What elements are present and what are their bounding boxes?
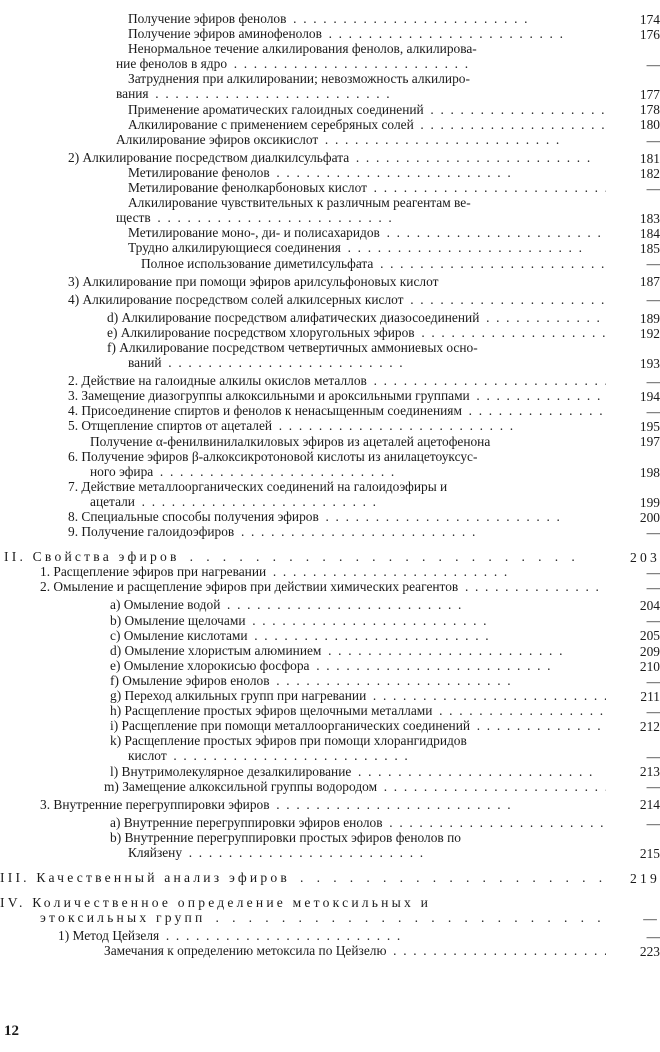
toc-entry-text: III. Качественный анализ эфиров . . . bbox=[0, 871, 606, 885]
toc-row bbox=[0, 929, 660, 944]
toc-entry-text: e) Омыление хлорокисью фосфора . . . bbox=[110, 659, 606, 673]
toc-entry-text: h) Расщепление простых эфиров щелочными металлами . . . bbox=[110, 704, 606, 718]
toc-row bbox=[0, 846, 660, 861]
toc-row bbox=[0, 704, 660, 719]
toc-page-number: — bbox=[646, 404, 660, 420]
toc-entry-text: 2. Действие на галоидные алкилы окислов металлов . . . bbox=[68, 374, 606, 388]
toc-page-number: 211 bbox=[640, 688, 660, 704]
toc-page-number: 185 bbox=[639, 241, 660, 257]
toc-page-number: — bbox=[646, 929, 660, 945]
toc-entry-text: 7. Действие металлоорганических соединений на галоидоэфиры и bbox=[68, 479, 448, 494]
toc-row bbox=[0, 374, 660, 389]
toc-entry-text: g) Переход алкильных групп при нагревании . . . bbox=[110, 689, 606, 703]
toc-row bbox=[0, 133, 660, 148]
toc-entry-text: кислот . . . bbox=[128, 749, 606, 763]
toc-entry-text: Получение эфиров фенолов . . . bbox=[128, 12, 606, 26]
toc-entry-text: 2) Алкилирование посредством диалкилсульфата . . . bbox=[68, 151, 606, 165]
toc-page-number: 223 bbox=[639, 944, 660, 960]
toc-entry-text: 6. Получение эфиров β-алкоксикротоновой кислоты из анилацетоуксус- bbox=[68, 449, 478, 464]
toc-entry-text: Трудно алкилирующиеся соединения . . . bbox=[128, 241, 606, 255]
spacer bbox=[0, 861, 660, 871]
toc-row bbox=[0, 435, 660, 450]
toc-entry-text: 1. Расщепление эфиров при нагревании . . . bbox=[40, 565, 606, 579]
toc-entry-text: 4) Алкилирование посредством солей алкилсерных кислот . . . bbox=[68, 293, 606, 307]
toc-row bbox=[0, 871, 660, 886]
toc-row bbox=[0, 181, 660, 196]
toc-page-number: — bbox=[643, 911, 660, 927]
toc-page-number: 219 bbox=[630, 870, 660, 886]
toc-row bbox=[0, 404, 660, 419]
toc-entry-text: m) Замещение алкоксильной группы водородом . . . bbox=[104, 780, 606, 794]
toc-entry-text: Метилирование фенолов . . . bbox=[128, 166, 606, 180]
toc-page-number: 189 bbox=[639, 310, 660, 326]
toc-page-number: 193 bbox=[639, 355, 660, 371]
toc-page-number: 192 bbox=[639, 325, 660, 341]
toc-row bbox=[0, 629, 660, 644]
spacer bbox=[0, 540, 660, 550]
toc-row bbox=[0, 166, 660, 181]
toc-page-number: — bbox=[646, 373, 660, 389]
toc-row bbox=[0, 419, 660, 434]
toc-row bbox=[0, 525, 660, 540]
toc-page-number: 174 bbox=[639, 11, 660, 27]
toc-row bbox=[0, 450, 660, 465]
spacer bbox=[0, 886, 660, 896]
toc-row bbox=[0, 734, 660, 749]
toc-page-number: 178 bbox=[639, 102, 660, 118]
toc-entry-text: II. Свойства эфиров . . . bbox=[4, 550, 606, 564]
toc-row bbox=[0, 151, 660, 166]
toc-row bbox=[0, 211, 660, 226]
toc-page-number: 203 bbox=[630, 549, 660, 565]
toc-entry-text: Затруднения при алкилировании; невозможность алкилиро- bbox=[128, 72, 470, 87]
toc-page-number: — bbox=[646, 779, 660, 795]
toc-page-number: — bbox=[646, 292, 660, 308]
toc-page-number: 209 bbox=[639, 643, 660, 659]
table-of-contents bbox=[0, 12, 660, 960]
toc-page-number: — bbox=[646, 815, 660, 831]
toc-entry-text: Применение ароматических галоидных соединений . . . bbox=[128, 103, 606, 117]
toc-row bbox=[0, 275, 660, 290]
toc-entry-text: l) Внутримолекулярное дезалкилирование . . . bbox=[110, 765, 606, 779]
toc-row bbox=[0, 816, 660, 831]
toc-row bbox=[0, 644, 660, 659]
toc-row bbox=[0, 659, 660, 674]
toc-entry-text: Полное использование диметилсульфата . . . bbox=[141, 257, 606, 271]
toc-page-number: 195 bbox=[639, 419, 660, 435]
toc-entry-text: Получение α-фенилвинилалкиловых эфиров из ацеталей ацетофенона bbox=[90, 434, 491, 449]
toc-entry-text: ществ . . . bbox=[116, 211, 606, 225]
toc-row bbox=[0, 27, 660, 42]
toc-entry-text: b) Внутренние перегруппировки простых эфиров фенолов по bbox=[110, 830, 461, 845]
toc-page-number: 210 bbox=[639, 658, 660, 674]
toc-row bbox=[0, 311, 660, 326]
toc-entry-text: Получение эфиров аминофенолов . . . bbox=[128, 27, 606, 41]
toc-page-number: 198 bbox=[639, 464, 660, 480]
toc-page-number: 177 bbox=[639, 87, 660, 103]
toc-entry-text: Алкилирование эфиров оксикислот . . . bbox=[116, 133, 606, 147]
toc-entry-text: f) Омыление эфиров енолов . . . bbox=[110, 674, 606, 688]
toc-row bbox=[0, 765, 660, 780]
toc-entry-text: 3) Алкилирование при помощи эфиров арилсульфоновых кислот bbox=[68, 274, 439, 289]
toc-page-number: 204 bbox=[639, 598, 660, 614]
toc-row bbox=[0, 257, 660, 272]
toc-entry-text: a) Внутренние перегруппировки эфиров енолов . . . bbox=[110, 816, 606, 830]
toc-row bbox=[0, 798, 660, 813]
toc-row bbox=[0, 719, 660, 734]
toc-entry-text: 3. Внутренние перегруппировки эфиров . . . bbox=[40, 798, 606, 812]
toc-entry-text: ацетали . . . bbox=[90, 495, 606, 509]
toc-row bbox=[0, 896, 660, 911]
toc-page-number: 212 bbox=[639, 719, 660, 735]
toc-page-number: 176 bbox=[639, 26, 660, 42]
toc-entry-text: Метилирование фенолкарбоновых кислот . . . bbox=[128, 181, 606, 195]
toc-page-number: 181 bbox=[639, 150, 660, 166]
toc-page-number: — bbox=[646, 749, 660, 765]
toc-entry-text: d) Алкилирование посредством алифатических диазосоединений . . . bbox=[107, 311, 606, 325]
toc-row bbox=[0, 480, 660, 495]
toc-row bbox=[0, 389, 660, 404]
toc-row bbox=[0, 72, 660, 87]
toc-row bbox=[0, 911, 660, 926]
toc-page-number: — bbox=[646, 524, 660, 540]
toc-page-number: 182 bbox=[639, 165, 660, 181]
toc-page-number: 213 bbox=[639, 764, 660, 780]
toc-row bbox=[0, 196, 660, 211]
toc-entry-text: a) Омыление водой . . . bbox=[110, 598, 606, 612]
toc-page-number: — bbox=[646, 580, 660, 596]
toc-entry-text: ние фенолов в ядро . . . bbox=[116, 57, 606, 71]
toc-row bbox=[0, 565, 660, 580]
toc-row bbox=[0, 42, 660, 57]
toc-page-number: 187 bbox=[639, 274, 660, 290]
toc-row bbox=[0, 226, 660, 241]
toc-entry-text: 5. Отщепление спиртов от ацеталей . . . bbox=[68, 419, 606, 433]
toc-row bbox=[0, 598, 660, 613]
toc-entry-text: 8. Специальные способы получения эфиров . . . bbox=[68, 510, 606, 524]
toc-entry-text: i) Расщепление при помощи металлоорганических соединений . . . bbox=[110, 719, 606, 733]
toc-entry-text: c) Омыление кислотами . . . bbox=[110, 629, 606, 643]
toc-entry-text: этоксильных групп . . . bbox=[40, 911, 606, 925]
toc-row bbox=[0, 780, 660, 795]
toc-page-number: — bbox=[646, 57, 660, 73]
toc-entry-text: 3. Замещение диазогруппы алкоксильными и ароксильными группами . . . bbox=[68, 389, 606, 403]
toc-entry-text: Метилирование моно-, ди- и полисахаридов . . . bbox=[128, 226, 606, 240]
toc-page-number: 184 bbox=[639, 226, 660, 242]
toc-entry-text: IV. Количественное определение метоксильных и bbox=[0, 896, 432, 911]
toc-row bbox=[0, 118, 660, 133]
toc-page-number: 180 bbox=[639, 117, 660, 133]
toc-entry-text: ваний . . . bbox=[128, 356, 606, 370]
toc-row bbox=[0, 831, 660, 846]
toc-row bbox=[0, 944, 660, 959]
toc-row bbox=[0, 495, 660, 510]
toc-page-number: 197 bbox=[639, 434, 660, 450]
toc-entry-text: Ненормальное течение алкилирования фенолов, алкилирова- bbox=[128, 42, 477, 57]
toc-page-number: 194 bbox=[639, 389, 660, 405]
toc-entry-text: e) Алкилирование посредством хлоругольных эфиров . . . bbox=[107, 326, 606, 340]
toc-page-number: — bbox=[646, 565, 660, 581]
toc-entry-text: k) Расщепление простых эфиров при помощи хлорангидридов bbox=[110, 734, 467, 749]
toc-page-number: — bbox=[646, 673, 660, 689]
toc-entry-text: 4. Присоединение спиртов и фенолов к ненасыщенным соединениям . . . bbox=[68, 404, 606, 418]
toc-row bbox=[0, 12, 660, 27]
toc-page-number: — bbox=[646, 613, 660, 629]
toc-row bbox=[0, 356, 660, 371]
toc-entry-text: ного эфира . . . bbox=[90, 465, 606, 479]
toc-entry-text: Алкилирование с применением серебряных солей . . . bbox=[128, 118, 606, 132]
page-number: 12 bbox=[4, 1023, 19, 1039]
toc-page-number: — bbox=[646, 256, 660, 272]
toc-row bbox=[0, 465, 660, 480]
toc-row bbox=[0, 614, 660, 629]
toc-page-number: 183 bbox=[639, 211, 660, 227]
toc-page-number: 199 bbox=[639, 494, 660, 510]
toc-row bbox=[0, 103, 660, 118]
toc-page-number: — bbox=[646, 132, 660, 148]
toc-entry-text: d) Омыление хлористым алюминием . . . bbox=[110, 644, 606, 658]
toc-entry-text: вания . . . bbox=[116, 87, 606, 101]
toc-entry-text: Кляйзену . . . bbox=[128, 846, 606, 860]
toc-page-number: — bbox=[646, 703, 660, 719]
toc-entry-text: Алкилирование чувствительных к различным реагентам ве- bbox=[128, 196, 471, 211]
toc-page-number: 215 bbox=[639, 845, 660, 861]
toc-row bbox=[0, 510, 660, 525]
toc-row bbox=[0, 749, 660, 764]
toc-row bbox=[0, 550, 660, 565]
toc-entry-text: 1) Метод Цейзеля . . . bbox=[58, 929, 606, 943]
toc-row bbox=[0, 674, 660, 689]
toc-row bbox=[0, 326, 660, 341]
toc-row bbox=[0, 293, 660, 308]
toc-row bbox=[0, 241, 660, 256]
toc-entry-text: b) Омыление щелочами . . . bbox=[110, 614, 606, 628]
toc-entry-text: 9. Получение галоидоэфиров . . . bbox=[68, 525, 606, 539]
toc-page-number: — bbox=[646, 180, 660, 196]
toc-row bbox=[0, 341, 660, 356]
toc-entry-text: f) Алкилирование посредством четвертичных аммониевых осно- bbox=[107, 340, 478, 355]
toc-row bbox=[0, 57, 660, 72]
toc-row bbox=[0, 580, 660, 595]
toc-page-number: 205 bbox=[639, 628, 660, 644]
toc-page-number: 214 bbox=[639, 797, 660, 813]
toc-entry-text: Замечания к определению метоксила по Цейзелю . . . bbox=[104, 944, 606, 958]
toc-row bbox=[0, 87, 660, 102]
toc-entry-text: 2. Омыление и расщепление эфиров при действии химических реагентов . . . bbox=[40, 580, 606, 594]
toc-page-number: 200 bbox=[639, 509, 660, 525]
toc-row bbox=[0, 689, 660, 704]
